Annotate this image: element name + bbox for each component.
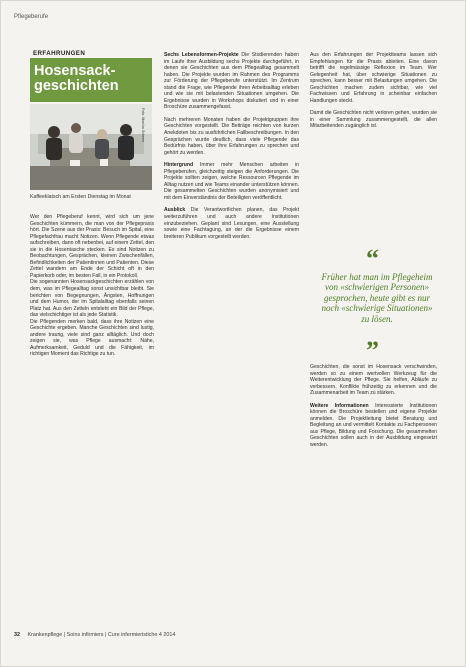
photo-illustration [30, 104, 152, 190]
paragraph: Hintergrund Immer mehr Menschen arbeiten in Pflegeberufen, gleichzeitig steigen die Anforderungen. Die Projekte sollten zeigen, welche Ressourcen Pflegende im Alltag nutzen und wie Teams einander unterstützen können. Die gesammelten Geschichten wurden anonymisiert und mit dem Einverständnis der Beteiligten veröffentlicht. [164, 162, 299, 201]
paragraph: Wer den Pflegeberuf kennt, wird sich um jene Geschichten kümmern, die man von der Pflegepraxis hört. Die Szene aus der Praxis: Besuch im Spital, eine Pflegefachfrau macht Notizen. Wenn Pflegende etwas aufschreiben, dann oft nebenbei, auf einem Zettel, den sie in die Hosentasche stecken. Es sind Notizen zu Beobachtungen, Gesprächen, kleinen Zwischenfällen, Befindlichkeiten der Patientinnen und Patienten. Diese Zettel wandern am Ende der Schicht oft in den Papierkorb oder, im besten Fall, in ein Protokoll. [30, 214, 154, 279]
text-column-2 [164, 52, 299, 240]
page-footer [14, 632, 175, 638]
article-headline: Hosensack-geschichten [34, 63, 119, 94]
paragraph: Aus den Erfahrungen der Projektteams lassen sich Empfehlungen für die Praxis ableiten. Eine davon betrifft die regelmässige Reflexion im Team. Wer Gelegenheit hat, über schwierige Situationen zu sprechen, kann besser mit Belastungen umgehen. Die Geschichten machen zudem sichtbar, wie viel Fachwissen und Erfahrung in scheinbar einfachen Handlungen steckt. [310, 52, 437, 104]
running-head: Pflegeberufe [14, 14, 49, 20]
text-column-3 [310, 52, 437, 130]
paragraph: Geschichten, die sonst im Hosensack verschwinden, werden so zu einem wertvollen Werkzeug für die Weiterentwicklung der Pflege. Sie helfen, Abläufe zu verbessern, Konflikte frühzeitig zu erkennen und die Zusammenarbeit im Team zu stärken. [310, 364, 437, 397]
section-kicker: ERFAHRUNGEN [33, 50, 86, 57]
paragraph: Die Pflegenden merken bald, dass ihre Notizen eine Geschichte ergeben. Manche Geschichten sind lustig, andere traurig, viele sind ganz alltäglich. Und doch zeigen sie, was Pflege ausmacht: Nähe, Aufmerksamkeit, Geduld und die Fähigkeit, im richtigen Moment das Richtige zu tun. [30, 318, 154, 358]
paragraph: Damit die Geschichten nicht verloren gehen, wurden sie in einer Sammlung zusammengestellt, die allen Mitarbeitenden zugänglich ist. [310, 110, 437, 130]
text-column-3-continued [310, 364, 437, 449]
photo-caption: Kaffeeklatsch am Ersten Dienstag im Monat [30, 194, 131, 200]
paragraph: Weitere Informationen Interessierte Institutionen können die Broschüre bestellen und eigene Projekte anmelden. Die Projektleitung bietet Beratung und Begleitung an und vermittelt Kontakte zu Fachpersonen aus Pflege, Bildung und Forschung. Die gesammelten Geschichten sollen auch in der Ausbildung eingesetzt werden. [310, 402, 437, 449]
quote-close-icon: ” [366, 336, 379, 365]
page-number: 32 [14, 632, 20, 638]
subheading: Ausblick [164, 207, 186, 214]
subheading: Weitere Informationen [310, 402, 369, 409]
paragraph: Sechs Lebensformen-Projekte Die Studierenden haben im Laufe ihrer Ausbildung sechs Projekte durchgeführt, in denen sie Geschichten aus dem Pflegealltag gesammelt haben. Die Projekte wurden im Rahmen des Programms zur Förderung der Pflegeberufe unterstützt. Im Zentrum stand die Frage, wie Pflegende ihren Arbeitsalltag erleben und wie sie mit belastenden Situationen umgehen. Die Ergebnisse wurden in Workshops diskutiert und in einer Broschüre zusammengefasst. [164, 52, 299, 111]
paragraph: Die sogenannten Hosensackgeschichten erzählen von dem, was im Pflegealltag sonst unsichtbar bleibt. Sie berichten von Begegnungen, Ängsten, Hoffnungen und dem Humor, der im Spitalalltag ebenfalls seinen Platz hat. Aus den Zetteln entsteht ein Bild der Pflege, das vielschichtiger ist als jede Statistik. [30, 279, 154, 319]
photo-credit: Foto: Monika Scherer [141, 108, 145, 143]
paragraph: Ausblick Die Verantwortlichen planen, das Projekt weiterzuführen und auch andere Institutionen einzubeziehen. Geplant sind Lesungen, eine Ausstellung sowie eine Fachtagung, an der die Ergebnisse einem breiteren Publikum vorgestellt werden. [164, 207, 299, 240]
publication-name: Krankenpflege | Soins infirmiers | Cure infermieristiche 4 2014 [27, 632, 176, 638]
pull-quote: Früher hat man im Pflegeheim von «schwierigen Personen» gesprochen, heute gibt es nur noch «schwierige Situationen» zu lösen. [321, 272, 433, 324]
subheading: Hintergrund [164, 162, 194, 169]
text-column-1 [30, 214, 154, 358]
quote-open-icon: “ [366, 244, 379, 273]
article-photo [30, 104, 152, 190]
subheading: Sechs Lebensformen-Projekte [164, 52, 239, 58]
paragraph: Nach mehreren Monaten haben die Projektgruppen ihre Geschichten vorgestellt. Die Beiträge reichten von kurzen Anekdoten bis zu ausführlichen Fallbeschreibungen. In den Gesprächen wurde deutlich, dass viele Pflegende das Bedürfnis haben, über ihre Erfahrungen zu sprechen und gehört zu werden. [164, 116, 299, 156]
